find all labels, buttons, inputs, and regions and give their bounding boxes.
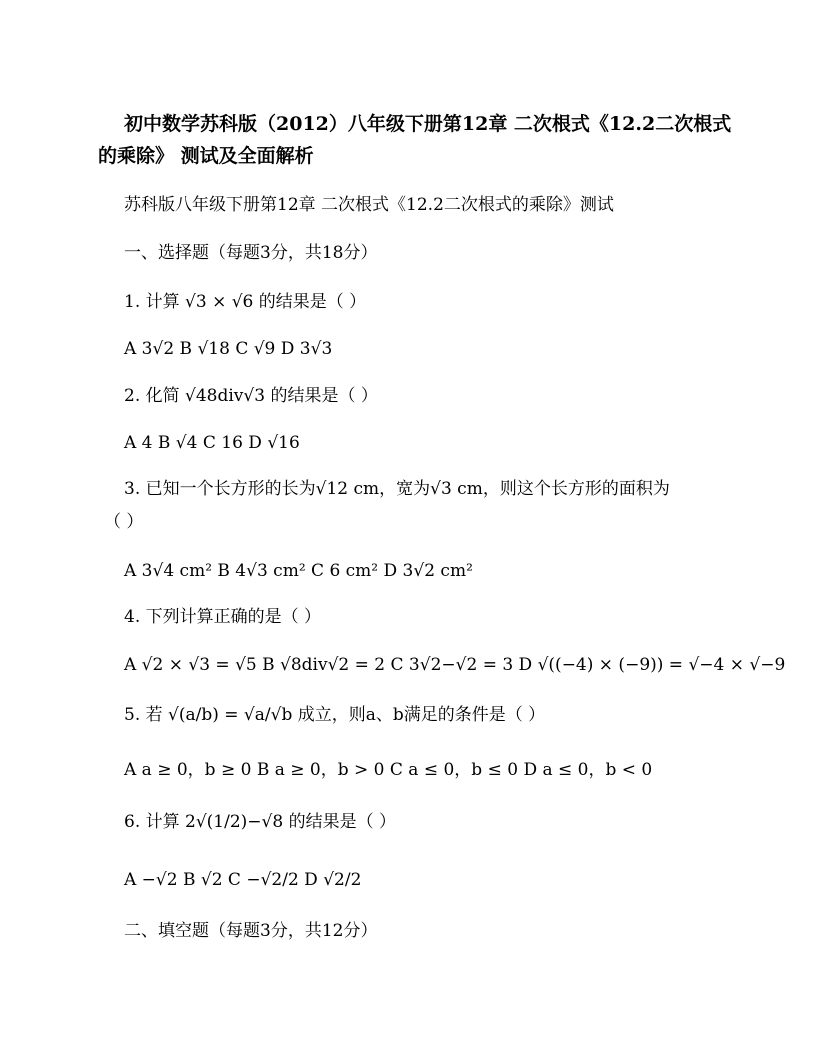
question-5-options: A a ≥ 0，b ≥ 0 B a ≥ 0，b > 0 C a ≤ 0，b ≤ 0 D a ≤ 0，b < 0 — [124, 760, 653, 780]
document-subtitle: 苏科版八年级下册第12章 二次根式《12.2二次根式的乘除》测试 — [124, 195, 614, 215]
question-3-continuation: （ ） — [104, 512, 144, 532]
question-6: 6. 计算 2√(1/2)−√8 的结果是（ ） — [124, 812, 396, 832]
question-3-options: A 3√4 cm² B 4√3 cm² C 6 cm² D 3√2 cm² — [124, 561, 473, 581]
question-5: 5. 若 √(a/b) = √a/√b 成立，则a、b满足的条件是（ ） — [124, 705, 546, 725]
question-6-options: A −√2 B √2 C −√2/2 D √2/2 — [124, 870, 362, 890]
question-1: 1. 计算 √3 × √6 的结果是（ ） — [124, 292, 367, 312]
section-heading-fill: 二、填空题（每题3分，共12分） — [124, 921, 378, 941]
question-1-options: A 3√2 B √18 C √9 D 3√3 — [124, 339, 333, 359]
question-4: 4. 下列计算正确的是（ ） — [124, 607, 322, 627]
question-2: 2. 化简 √48div√3 的结果是（ ） — [124, 386, 378, 406]
question-2-options: A 4 B √4 C 16 D √16 — [124, 433, 300, 453]
section-heading-choice: 一、选择题（每题3分，共18分） — [124, 243, 378, 263]
question-3: 3. 已知一个长方形的长为√12 cm，宽为√3 cm，则这个长方形的面积为 — [124, 479, 670, 499]
question-4-options: A √2 × √3 = √5 B √8div√2 = 2 C 3√2−√2 = 3 D √((−4) × (−9)) = √−4 × √−9 — [124, 655, 786, 675]
document-title: 初中数学苏科版（2012）八年级下册第12章 二次根式《12.2二次根式的乘除》 测试及全面解析 — [98, 113, 732, 167]
